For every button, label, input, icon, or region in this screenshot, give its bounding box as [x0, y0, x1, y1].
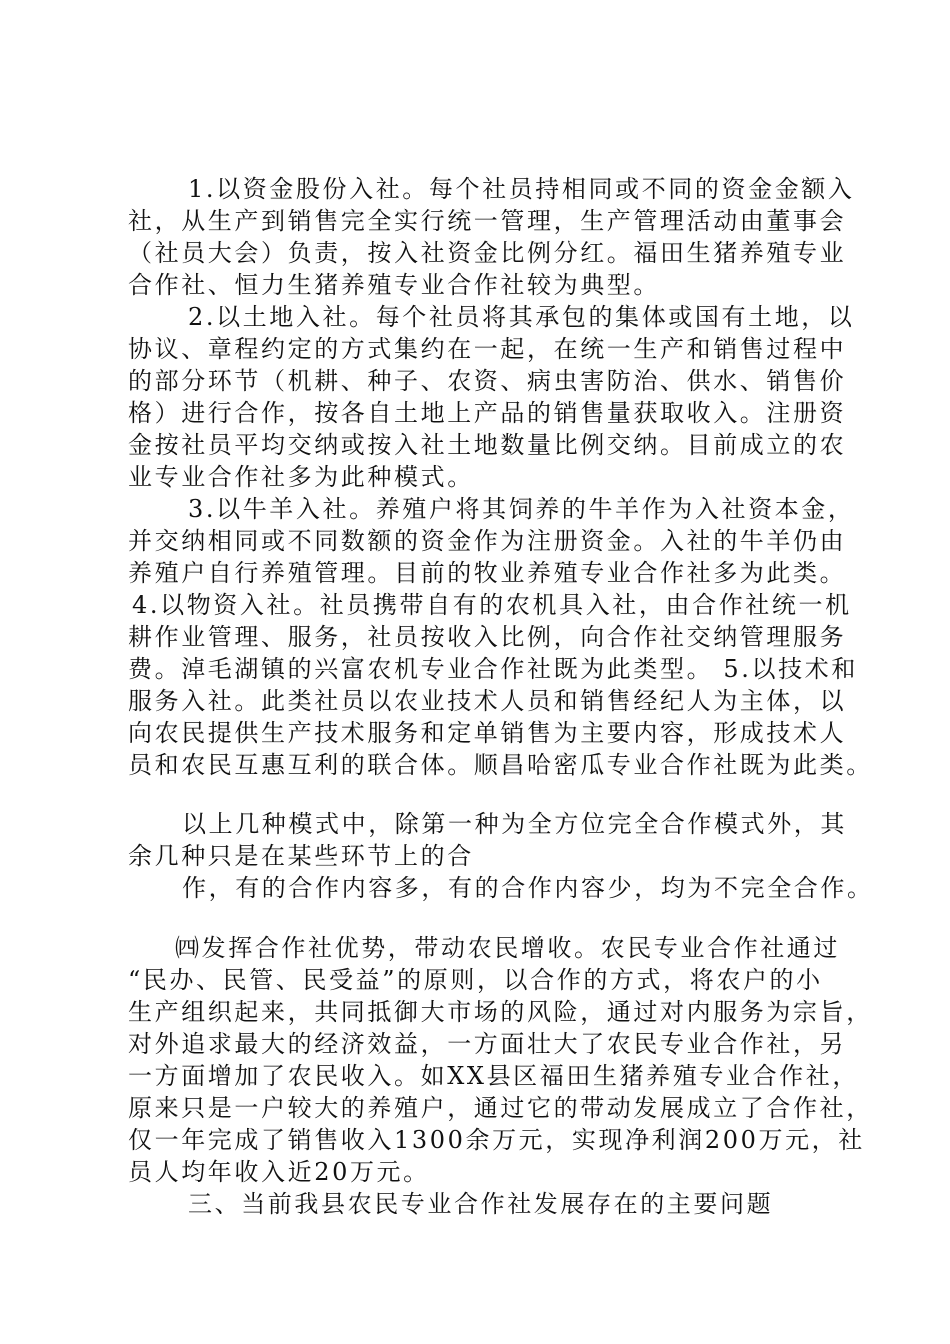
text-line: 员和农民互惠互利的联合体。顺昌哈密瓜专业合作社既为此类。: [128, 751, 873, 779]
text-line: 向农民提供生产技术服务和定单销售为主要内容，形成技术人: [128, 719, 847, 747]
text-line: 4.以物资入社。社员携带自有的农机具入社，由合作社统一机: [132, 591, 852, 619]
text-line: 2.以土地入社。每个社员将其承包的集体或国有土地，以: [188, 303, 855, 331]
text-line: 3.以牛羊入社。养殖户将其饲养的牛羊作为入社资本金，: [188, 495, 855, 523]
text-line: 余几种只是在某些环节上的合: [128, 842, 474, 870]
section-heading: 三、当前我县农民专业合作社发展存在的主要问题: [188, 1190, 774, 1218]
text-line: 的部分环节（机耕、种子、农资、病虫害防治、供水、销售价: [128, 367, 847, 395]
text-line: 费。淖毛湖镇的兴富农机专业合作社既为此类型。 5.以技术和: [128, 655, 858, 683]
text-line: “民办、民管、民受益”的原则，以合作的方式，将农户的小: [128, 966, 823, 994]
text-line: 合作社、恒力生猪养殖专业合作社较为典型。: [128, 271, 660, 299]
text-line: 格）进行合作，按各自土地上产品的销售量获取收入。注册资: [128, 399, 847, 427]
text-line: 协议、章程约定的方式集约在一起，在统一生产和销售过程中: [128, 335, 847, 363]
text-line: 并交纳相同或不同数额的资金作为注册资金。入社的牛羊仍由: [128, 527, 847, 555]
text-line: 以上几种模式中，除第一种为全方位完全合作模式外，其: [182, 810, 847, 838]
text-line: 原来只是一户较大的养殖户，通过它的带动发展成立了合作社，: [128, 1094, 873, 1122]
text-line: 社，从生产到销售完全实行统一管理，生产管理活动由董事会: [128, 207, 847, 235]
text-line: ㈣发挥合作社优势，带动农民增收。农民专业合作社通过: [175, 934, 840, 962]
text-line: 业专业合作社多为此种模式。: [128, 463, 474, 491]
text-line: 生产组织起来，共同抵御大市场的风险，通过对内服务为宗旨，: [128, 998, 873, 1026]
text-line: 作，有的合作内容多，有的合作内容少，均为不完全合作。: [182, 874, 874, 902]
text-line: （社员大会）负责，按入社资金比例分红。福田生猪养殖专业: [128, 239, 847, 267]
text-line: 1.以资金股份入社。每个社员持相同或不同的资金金额入: [188, 175, 855, 203]
text-line: 服务入社。此类社员以农业技术人员和销售经纪人为主体，以: [128, 687, 847, 715]
text-line: 养殖户自行养殖管理。目前的牧业养殖专业合作社多为此类。: [128, 559, 847, 587]
text-line: 一方面增加了农民收入。如XX县区福田生猪养殖专业合作社，: [128, 1062, 859, 1090]
text-line: 金按社员平均交纳或按入社土地数量比例交纳。目前成立的农: [128, 431, 847, 459]
text-line: 仅一年完成了销售收入1300余万元，实现净利润200万元，社: [128, 1126, 865, 1154]
text-line: 员人均年收入近20万元。: [128, 1158, 430, 1186]
text-line: 对外追求最大的经济效益，一方面壮大了农民专业合作社，另: [128, 1030, 847, 1058]
text-line: 耕作业管理、服务，社员按收入比例，向合作社交纳管理服务: [128, 623, 847, 651]
